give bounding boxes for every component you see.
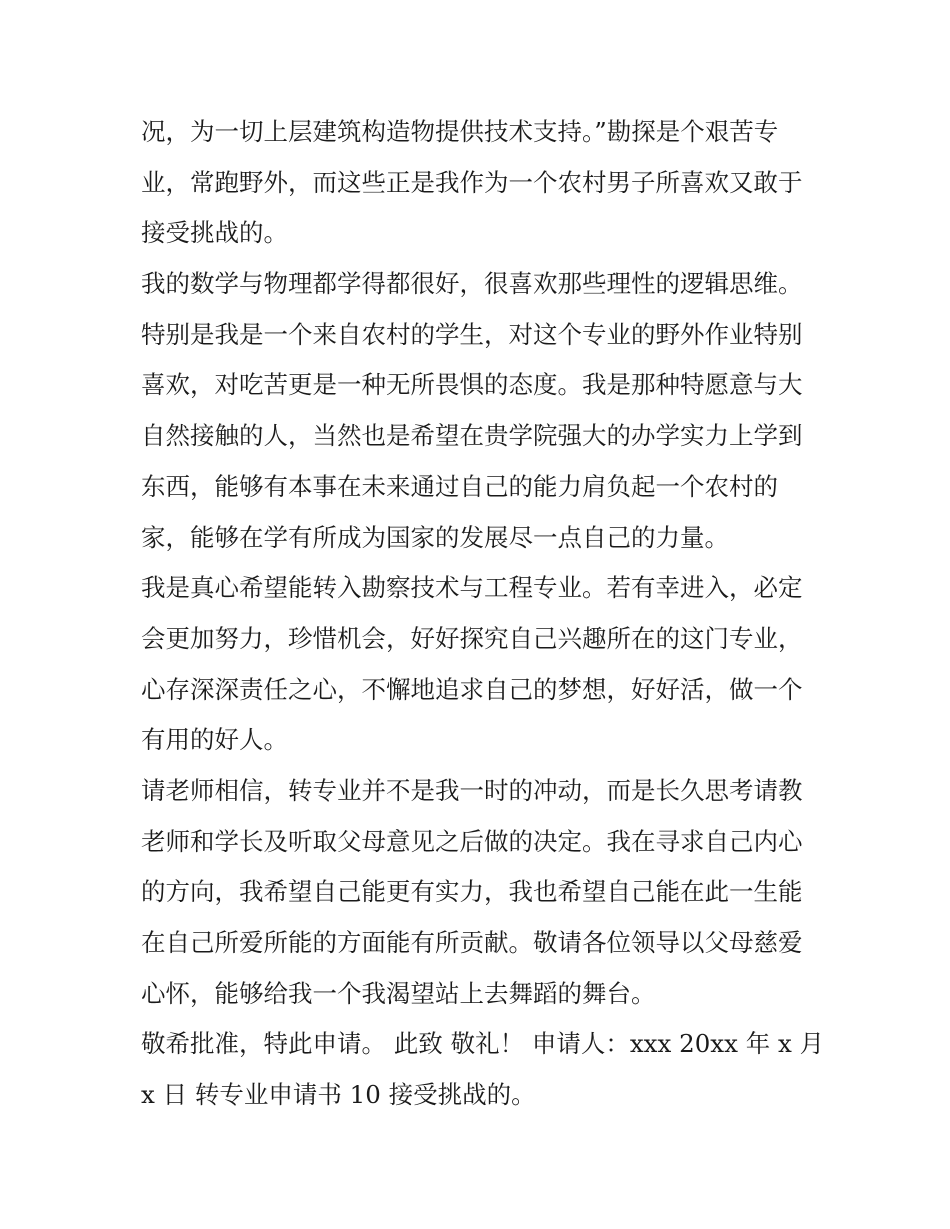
text-line: 请老师相信，转专业并不是我一时的冲动，而是长久思考请教 <box>141 775 803 805</box>
text-line: 特别是我是一个来自农村的学生，对这个专业的野外作业特别 <box>141 319 803 349</box>
text-line: x 日 转专业申请书 10 接受挑战的。 <box>141 1080 536 1110</box>
text-line: 老师和学长及听取父母意见之后做的决定。我在寻求自己内心 <box>141 826 803 856</box>
text-line: 况，为一切上层建筑构造物提供技术支持。”勘探是个艰苦专 <box>141 117 779 146</box>
text-line: 心存深深责任之心，不懈地追求自己的梦想，好好活，做一个 <box>141 674 803 704</box>
text-line: 在自己所爱所能的方面能有所贡献。敬请各位领导以父母慈爱 <box>141 928 803 957</box>
text-line: 有用的好人。 <box>141 725 288 755</box>
text-line: 敬希批准，特此申请。 此致 敬礼！ 申请人：xxx 20xx 年 x 月 <box>141 1029 825 1059</box>
text-line: 业，常跑野外，而这些正是我作为一个农村男子所喜欢又敢于 <box>141 167 803 197</box>
text-line: 的方向，我希望自己能更有实力，我也希望自己能在此一生能 <box>141 877 803 907</box>
text-line: 我是真心希望能转入勘察技术与工程专业。若有幸进入，必定 <box>141 573 803 603</box>
document-body <box>141 107 825 1121</box>
text-line: 东西，能够有本事在未来通过自己的能力肩负起一个农村的 <box>141 471 778 501</box>
text-line: 自然接触的人，当然也是希望在贵学院强大的办学实力上学到 <box>141 421 803 451</box>
text-line: 我的数学与物理都学得都很好，很喜欢那些理性的逻辑思维。 <box>141 269 803 299</box>
text-line: 接受挑战的。 <box>141 218 288 248</box>
text-line: 心怀，能够给我一个我渴望站上去舞蹈的舞台。 <box>141 978 656 1008</box>
text-line: 家，能够在学有所成为国家的发展尽一点自己的力量。 <box>141 522 729 552</box>
text-line: 喜欢，对吃苦更是一种无所畏惧的态度。我是那种特愿意与大 <box>141 370 803 400</box>
text-line: 会更加努力，珍惜机会，好好探究自己兴趣所在的这门专业， <box>141 623 803 653</box>
